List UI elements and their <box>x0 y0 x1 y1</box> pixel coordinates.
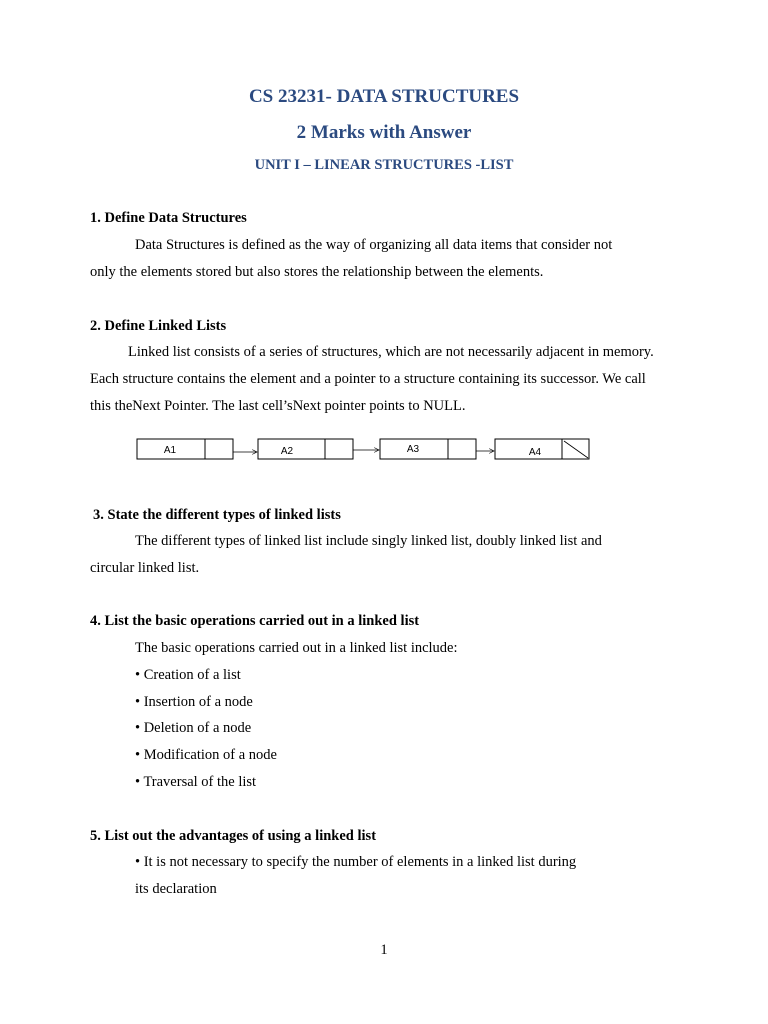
list-node <box>495 439 589 459</box>
node-label: A4 <box>528 447 542 458</box>
list-item: • Deletion of a node <box>135 720 252 736</box>
answer-line: Data Structures is defined as the way of organizing all data items that consider not <box>135 237 613 253</box>
question-heading: 4. List the basic operations carried out in a linked list <box>90 613 420 629</box>
answer-line: this theNext Pointer. The last cell’sNext pointer points to NULL. <box>90 398 466 414</box>
answer-line: The different types of linked list include singly linked list, doubly linked list and <box>135 533 602 549</box>
node-label: A1 <box>163 445 177 456</box>
question-heading: 5. List out the advantages of using a linked list <box>90 828 377 844</box>
question-heading: 2. Define Linked Lists <box>90 318 227 334</box>
list-node <box>258 439 353 459</box>
question-heading: 3. State the different types of linked lists <box>93 507 341 523</box>
document-subtitle: 2 Marks with Answer <box>296 122 472 143</box>
list-item: • Modification of a node <box>135 747 277 763</box>
list-item: • Insertion of a node <box>135 694 253 710</box>
list-node <box>137 439 233 459</box>
answer-line: Each structure contains the element and a pointer to a structure containing its successor. We call <box>90 371 646 387</box>
list-node <box>380 439 476 459</box>
list-item: • It is not necessary to specify the number of elements in a linked list during <box>135 854 577 870</box>
answer-line: Linked list consists of a series of structures, which are not necessarily adjacent in memory. <box>128 344 654 360</box>
null-pointer-mark <box>564 441 588 458</box>
answer-line: circular linked list. <box>90 560 200 576</box>
question-heading: 1. Define Data Structures <box>90 210 247 226</box>
page-number: 1 <box>380 942 388 958</box>
answer-line: only the elements stored but also stores the relationship between the elements. <box>90 264 544 280</box>
answer-line: its declaration <box>135 881 217 897</box>
unit-heading: UNIT I – LINEAR STRUCTURES -LIST <box>254 157 514 173</box>
answer-line: The basic operations carried out in a linked list include: <box>135 640 458 656</box>
list-item: • Creation of a list <box>135 667 241 683</box>
list-item: • Traversal of the list <box>135 774 257 790</box>
node-label: A2 <box>280 446 294 457</box>
course-title: CS 23231- DATA STRUCTURES <box>248 86 520 107</box>
node-label: A3 <box>406 444 420 455</box>
